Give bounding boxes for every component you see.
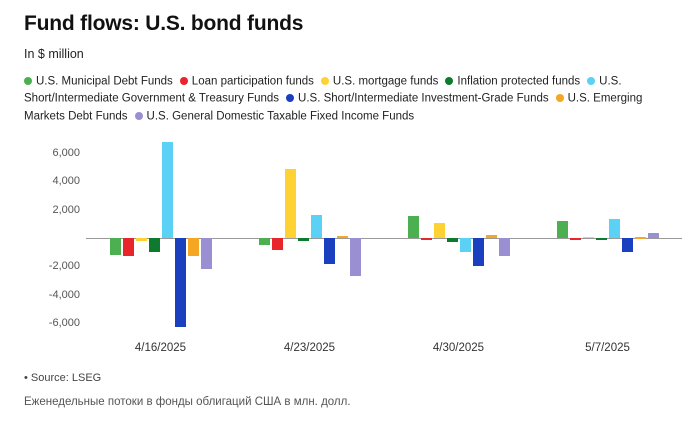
legend-item[interactable] [286, 93, 549, 105]
legend-item-label: U.S. Emerging Markets Debt Funds [24, 92, 643, 123]
bar[interactable] [473, 238, 484, 266]
legend-item[interactable] [135, 111, 415, 123]
y-axis-tick-label: -2,000 [48, 260, 80, 273]
legend-item-label: U.S. Short/Intermediate Government & Treasury Funds [24, 75, 622, 105]
bar[interactable] [622, 238, 633, 252]
bar[interactable] [460, 238, 471, 252]
bar[interactable] [123, 238, 134, 256]
bar[interactable] [447, 238, 458, 242]
legend-color-swatch-icon [556, 94, 564, 102]
y-axis-tick-label: -6,000 [48, 317, 80, 330]
bar[interactable] [337, 236, 348, 238]
x-axis-tick-label: 4/16/2025 [134, 341, 187, 354]
y-axis-tick-label: 4,000 [52, 175, 80, 188]
bar[interactable] [272, 238, 283, 250]
bar[interactable] [149, 238, 160, 252]
bar[interactable] [110, 238, 121, 255]
x-axis-tick-label: 5/7/2025 [585, 341, 630, 354]
bar[interactable] [350, 238, 361, 276]
bar[interactable] [557, 221, 568, 238]
source-note: • Source: LSEG [24, 371, 102, 384]
legend-item[interactable] [180, 76, 314, 88]
bar[interactable] [298, 238, 309, 241]
bar-series-container [86, 136, 682, 338]
legend-color-swatch-icon [321, 77, 329, 85]
chart-subtitle: In $ million [24, 47, 84, 61]
bar[interactable] [285, 169, 296, 238]
bar[interactable] [648, 233, 659, 238]
bar[interactable] [609, 219, 620, 238]
bar[interactable] [188, 238, 199, 256]
legend-color-swatch-icon [135, 112, 143, 120]
bar[interactable] [324, 238, 335, 264]
y-axis-tick-label: 2,000 [52, 203, 80, 216]
legend-item-label: U.S. mortgage funds [332, 75, 439, 87]
x-axis-tick-label: 4/23/2025 [283, 341, 336, 354]
bar[interactable] [259, 238, 270, 245]
bar[interactable] [570, 238, 581, 240]
y-axis-labels [24, 136, 80, 338]
bar[interactable] [486, 235, 497, 238]
legend-color-swatch-icon [24, 77, 32, 85]
chart-legend [24, 73, 682, 126]
legend-item-label: Loan participation funds [191, 75, 314, 87]
legend-color-swatch-icon [445, 77, 453, 85]
bar[interactable] [408, 216, 419, 238]
legend-item[interactable] [24, 76, 173, 88]
bar[interactable] [175, 238, 186, 327]
x-axis-tick-label: 4/30/2025 [432, 341, 485, 354]
y-axis-tick-label: 6,000 [52, 146, 80, 159]
legend-item-label: Inflation protected funds [457, 75, 581, 87]
bar[interactable] [583, 237, 594, 239]
bar[interactable] [201, 238, 212, 269]
bar[interactable] [635, 237, 646, 239]
bar[interactable] [311, 215, 322, 238]
chart-footer [24, 372, 686, 408]
chart-caption: Еженедельные потоки в фонды облигаций США в млн. долл. [24, 395, 351, 408]
legend-color-swatch-icon [587, 77, 595, 85]
bar[interactable] [136, 238, 147, 241]
page-title: Fund flows: U.S. bond funds [24, 12, 304, 35]
legend-item-label: U.S. Short/Intermediate Investment-Grade Funds [298, 92, 549, 105]
legend-color-swatch-icon [180, 77, 188, 85]
legend-item-label: U.S. Municipal Debt Funds [36, 75, 173, 87]
legend-item-label: U.S. General Domestic Taxable Fixed Income Funds [146, 110, 415, 123]
plot-region [86, 136, 682, 338]
bar[interactable] [434, 223, 445, 238]
legend-color-swatch-icon [286, 94, 294, 102]
bar[interactable] [499, 238, 510, 256]
chart-area [24, 136, 682, 366]
bar[interactable] [596, 238, 607, 240]
bar[interactable] [421, 238, 432, 240]
x-axis-labels [86, 342, 682, 362]
bar[interactable] [162, 142, 173, 238]
legend-item[interactable] [445, 76, 580, 88]
y-axis-tick-label: -4,000 [48, 288, 80, 301]
legend-item[interactable] [321, 76, 438, 88]
